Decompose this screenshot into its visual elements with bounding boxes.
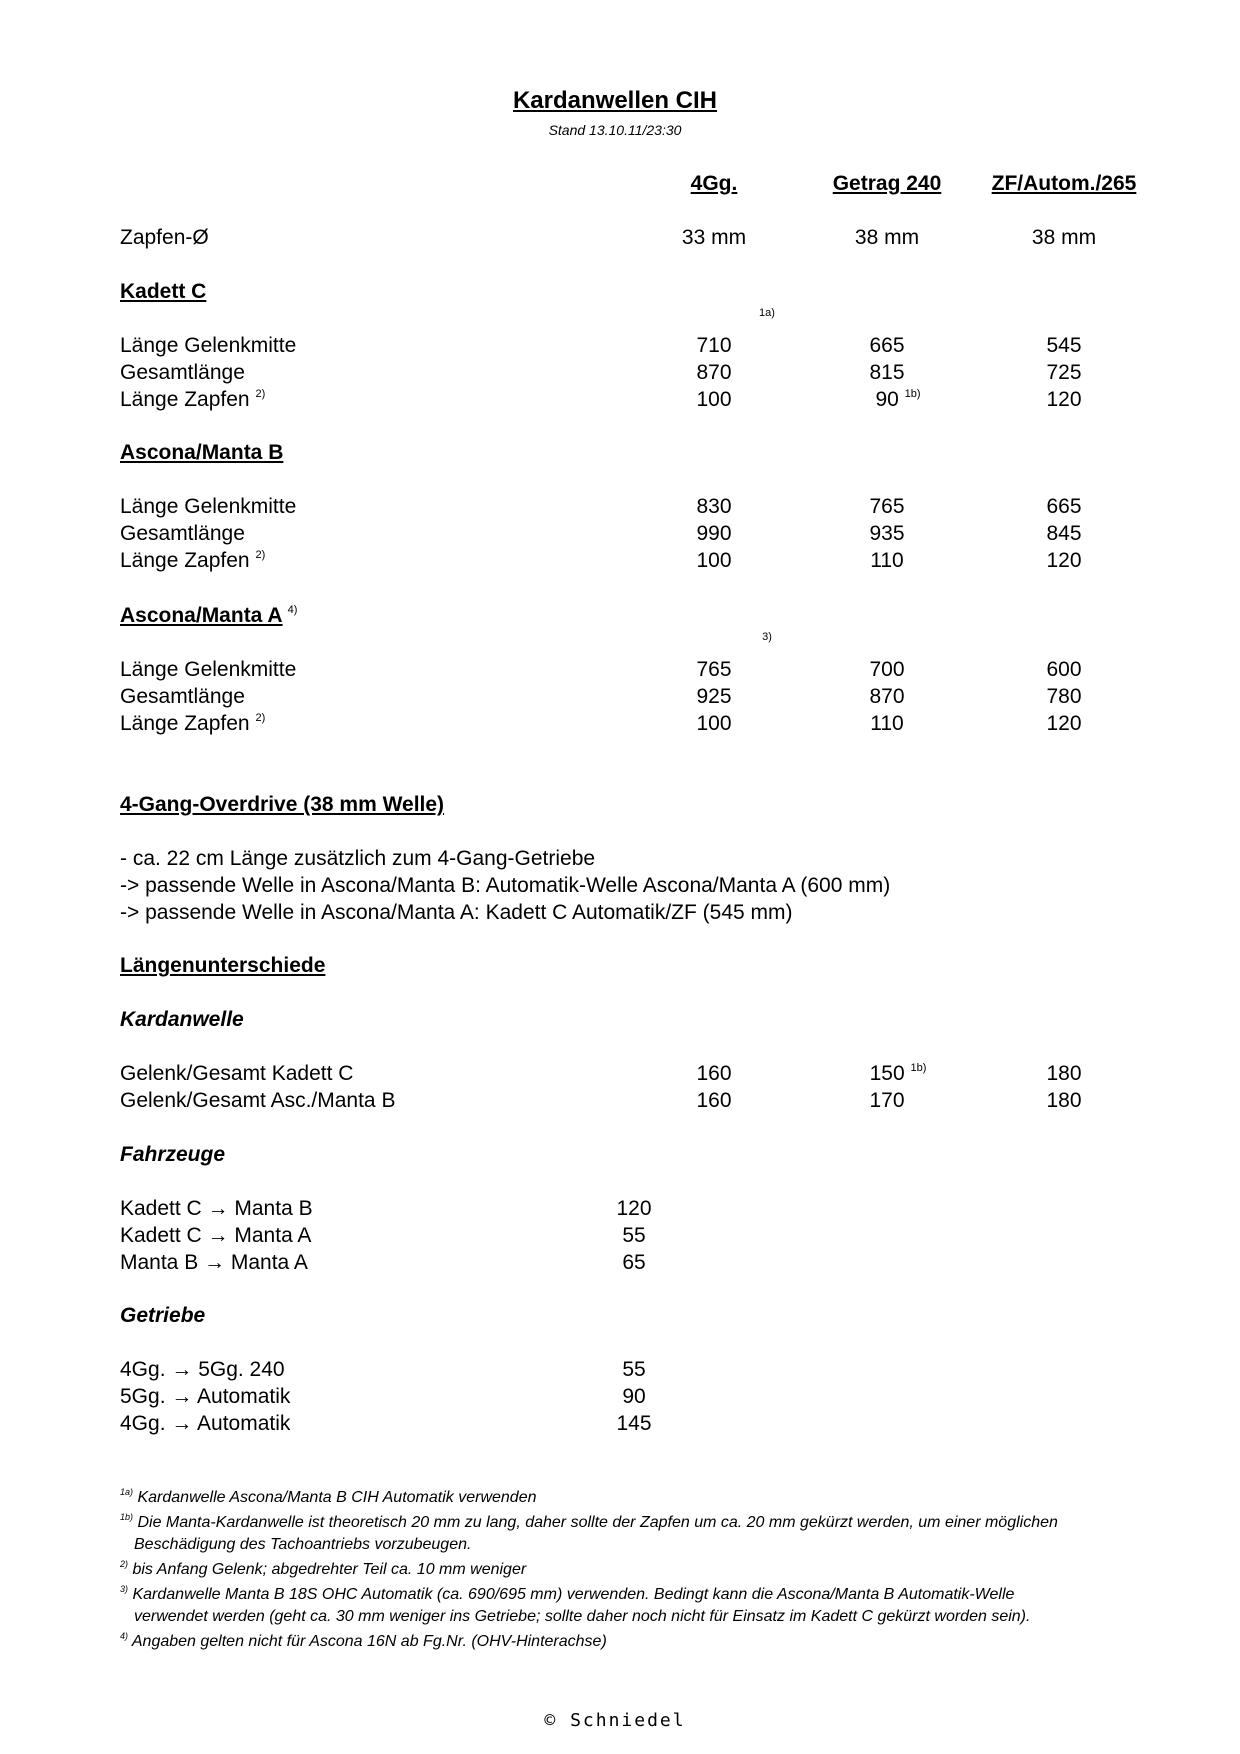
cell-value: 100 <box>696 712 732 735</box>
cell-value: 665 <box>1046 495 1082 518</box>
row-label: Länge Gelenkmitte <box>120 334 297 357</box>
cell-value: 110 <box>870 549 904 572</box>
footnote-text: Kardanwelle Ascona/Manta B CIH Automatik verwenden <box>137 1489 537 1506</box>
cell-value: 160 <box>696 1089 732 1112</box>
cell-value: 765 <box>869 495 905 518</box>
section-heading-ascona-b <box>120 439 1120 466</box>
footnote-mark: 1a) <box>120 1487 134 1497</box>
footnote-text: bis Anfang Gelenk; abgedrehter Teil ca. 10 mm weniger <box>132 1561 527 1578</box>
column-header-row <box>120 170 1137 197</box>
footnote <box>120 1559 1130 1581</box>
row-label: 4Gg. → 5Gg. 240 <box>120 1358 285 1381</box>
zapfen-value: 38 mm <box>1031 226 1097 249</box>
subsection-title-getriebe: Getriebe <box>120 1304 206 1327</box>
column-header-zf: ZF/Autom./265 <box>991 172 1137 195</box>
cell-value: 870 <box>696 361 732 384</box>
footnote-ref: 2) <box>255 712 266 724</box>
column-header-getrag: Getrag 240 <box>832 172 942 195</box>
cell-value: 765 <box>696 658 732 681</box>
footnote-ref: 1b) <box>904 388 921 400</box>
cell-value: 90 <box>622 1385 646 1408</box>
cell-value: 600 <box>1046 658 1082 681</box>
row-label: Gelenk/Gesamt Asc./Manta B <box>120 1089 396 1112</box>
cell-value: 110 <box>870 712 904 735</box>
column-header-4gg: 4Gg. <box>690 172 738 195</box>
cell-value: 665 <box>869 334 905 357</box>
cell-value: 55 <box>622 1224 646 1247</box>
table-row <box>120 520 1120 547</box>
section-title-diffs: Längenunterschiede <box>120 954 326 977</box>
cell-value: 170 <box>869 1089 905 1112</box>
footnote <box>120 1512 1130 1556</box>
table-row <box>120 547 1120 574</box>
footnote-text: Die Manta-Kardanwelle ist theoretisch 20 mm zu lang, daher sollte der Zapfen um ca. 20 mm gekürzt werden, um einer möglichen <box>137 1514 1058 1531</box>
footnote-mark: 1b) <box>120 1512 134 1522</box>
footnote <box>120 1584 1130 1628</box>
cell-value: 545 <box>1046 334 1082 357</box>
row-label: Gesamtlänge <box>120 361 245 384</box>
page-title: Kardanwellen CIH <box>512 87 718 114</box>
cell-value: 180 <box>1046 1062 1082 1085</box>
zapfen-value: 33 mm <box>681 226 747 249</box>
copyright-icon: © <box>544 1710 558 1731</box>
footnote-text: Angaben gelten nicht für Ascona 16N ab Fg.Nr. (OHV-Hinterachse) <box>131 1633 607 1650</box>
cell-value: 725 <box>1046 361 1082 384</box>
table-row <box>120 386 1120 413</box>
cell-value-text: 150 <box>869 1062 905 1085</box>
table-row <box>120 1410 1120 1437</box>
cell-value: 120 <box>1046 712 1082 735</box>
footnote-mark: 2) <box>120 1559 129 1569</box>
cell-value: 100 <box>696 388 732 411</box>
footnote-ref: 2) <box>255 549 266 561</box>
cell-value: 990 <box>696 522 732 545</box>
cell-value: 120 <box>1046 388 1082 411</box>
section-title: Ascona/Manta B <box>120 441 284 464</box>
row-label: Manta B → Manta A <box>120 1251 308 1274</box>
footnote-mark: 3) <box>120 1584 129 1594</box>
subsection-title-fahrzeuge: Fahrzeuge <box>120 1143 226 1166</box>
row-label: Kadett C → Manta B <box>120 1197 313 1220</box>
row-label: Länge Gelenkmitte <box>120 658 297 681</box>
date-stamp: Stand 13.10.11/23:30 <box>548 122 682 138</box>
footnote-ref: 1b) <box>910 1062 927 1074</box>
row-label: 4Gg. → Automatik <box>120 1412 291 1435</box>
section-heading-kadett-c <box>120 278 1120 305</box>
cell-value: 100 <box>696 549 732 572</box>
row-label-text: Länge Zapfen <box>120 712 250 735</box>
footnote-text-continued: verwendet werden (geht ca. 30 mm weniger ins Getriebe; sollte daher noch nicht für Einsatz im Kadett C gekürzt worden sein). <box>134 1608 1031 1625</box>
overdrive-line: -> passende Welle in Ascona/Manta B: Automatik-Welle Ascona/Manta A (600 mm) <box>120 874 891 897</box>
cell-value: 925 <box>696 685 732 708</box>
cell-value: 780 <box>1046 685 1082 708</box>
cell-value-text: 90 <box>875 388 899 411</box>
row-label-text: Länge Zapfen <box>120 388 250 411</box>
table-row <box>120 1195 1120 1222</box>
author-name: Schniedel <box>570 1710 686 1731</box>
table-row <box>120 359 1120 386</box>
footnote-ref: 2) <box>255 388 266 400</box>
footnote <box>120 1487 1130 1509</box>
cell-value: 700 <box>869 658 905 681</box>
section-title-overdrive: 4-Gang-Overdrive (38 mm Welle) <box>120 793 445 816</box>
row-label: 5Gg. → Automatik <box>120 1385 291 1408</box>
row-label <box>120 386 265 413</box>
table-row <box>120 1060 1120 1087</box>
table-row <box>120 1383 1120 1410</box>
cell-value: 145 <box>616 1412 652 1435</box>
section-title: Ascona/Manta A <box>120 604 283 627</box>
table-row <box>120 493 1120 520</box>
cell-value: 55 <box>622 1358 646 1381</box>
row-label: Länge Gelenkmitte <box>120 495 297 518</box>
cell-value: 160 <box>696 1062 732 1085</box>
row-label: Gesamtlänge <box>120 522 245 545</box>
cell-value: 815 <box>869 361 905 384</box>
table-row <box>120 332 1120 359</box>
cell-value: 120 <box>1046 549 1082 572</box>
table-row <box>120 1087 1120 1114</box>
table-row <box>120 1249 1120 1276</box>
section-title-wrap: Ascona/Manta A $^{4)}$ <box>120 604 298 627</box>
cell-value <box>807 386 967 413</box>
table-row <box>120 1356 1120 1383</box>
overdrive-line: -> passende Welle in Ascona/Manta A: Kadett C Automatik/ZF (545 mm) <box>120 901 793 924</box>
footnote-mark: 4) <box>120 1631 129 1641</box>
cell-value: 710 <box>696 334 732 357</box>
subsection-title-kardanwelle: Kardanwelle <box>120 1008 244 1031</box>
zapfen-label: Zapfen-Ø <box>120 226 209 249</box>
row-label-text: Länge Zapfen <box>120 549 250 572</box>
overdrive-line: - ca. 22 cm Länge zusätzlich zum 4-Gang-Getriebe <box>120 847 596 870</box>
footnote <box>120 1631 1130 1653</box>
zapfen-row <box>120 224 1120 251</box>
row-label: Gesamtlänge <box>120 685 245 708</box>
cell-value: 870 <box>869 685 905 708</box>
cell-value: 830 <box>696 495 732 518</box>
row-label <box>120 547 265 574</box>
section-heading-ascona-a <box>120 602 1120 629</box>
table-row <box>120 683 1120 710</box>
section-title: Kadett C <box>120 280 207 303</box>
copyright-footer <box>0 1710 1230 1731</box>
footnote-text-continued: Beschädigung des Tachoantriebs vorzubeugen. <box>134 1536 472 1553</box>
table-row <box>120 656 1120 683</box>
footnote-marker: 1a) <box>759 307 775 319</box>
cell-value <box>807 1060 967 1087</box>
row-label: Kadett C → Manta A <box>120 1224 312 1247</box>
cell-value: 180 <box>1046 1089 1082 1112</box>
zapfen-value: 38 mm <box>854 226 920 249</box>
footnote-marker: 3) <box>762 631 772 643</box>
footnote-text: Kardanwelle Manta B 18S OHC Automatik (ca. 690/695 mm) verwenden. Bedingt kann die Ascona/Manta B Automatik-Welle <box>132 1586 1015 1603</box>
cell-value: 65 <box>622 1251 646 1274</box>
cell-value: 845 <box>1046 522 1082 545</box>
cell-value: 935 <box>869 522 905 545</box>
row-label: Gelenk/Gesamt Kadett C <box>120 1062 354 1085</box>
row-label <box>120 710 265 737</box>
cell-value: 120 <box>616 1197 652 1220</box>
table-row <box>120 1222 1120 1249</box>
table-row <box>120 710 1120 737</box>
